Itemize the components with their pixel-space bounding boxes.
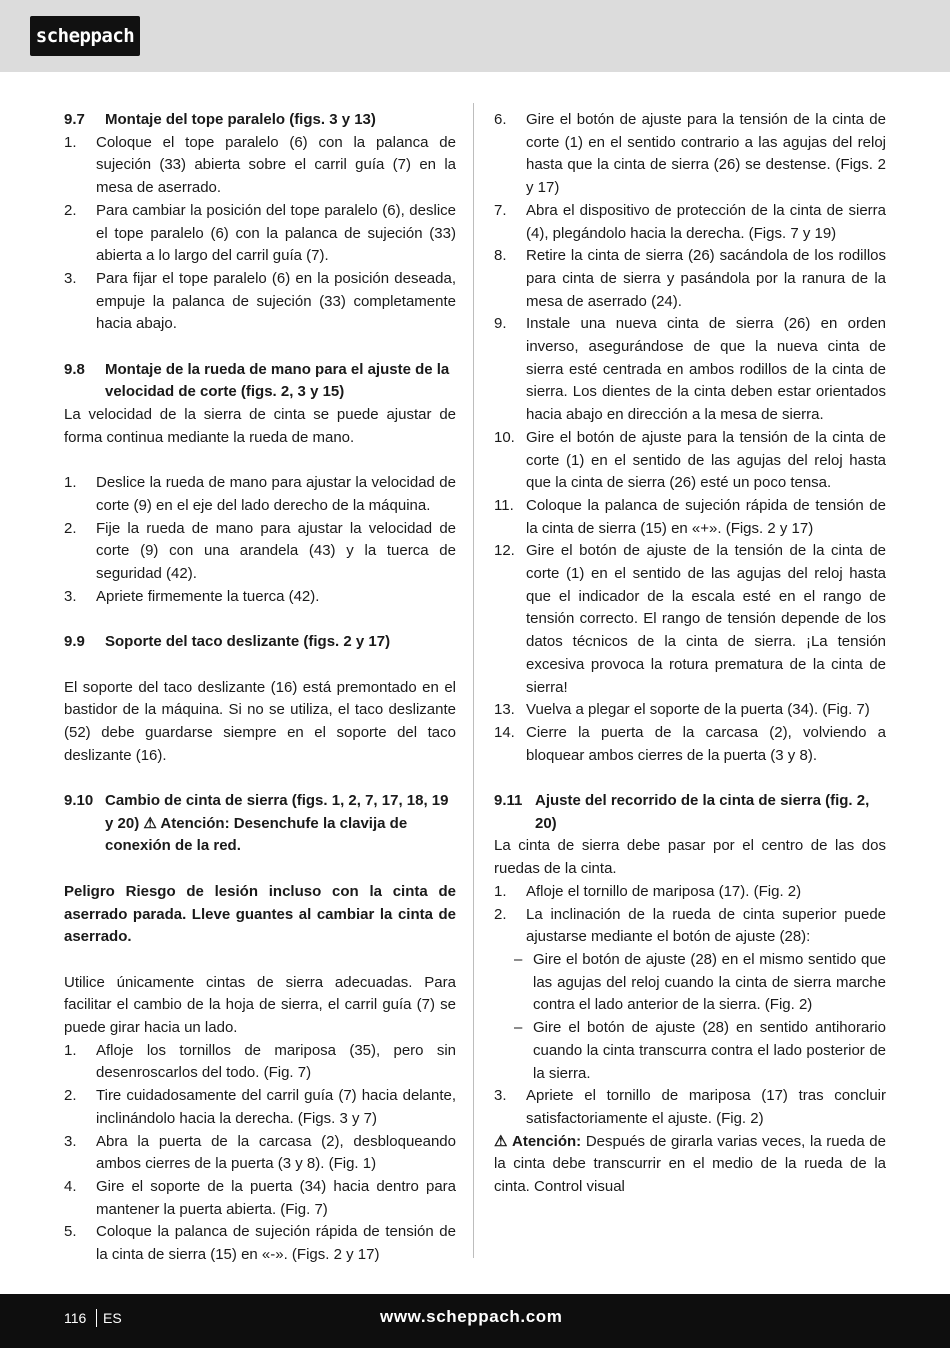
spacer [64,336,456,359]
list-item [64,132,456,200]
section-number: 9.8 [64,360,85,378]
list-item [64,586,456,609]
footer-bar [0,1294,950,1348]
list-number: 1. [64,1041,77,1059]
list-text: Gire el botón de ajuste de la tensión de la cinta de corte (1) en el sentido de las agujas del reloj hasta que el indicador de la escala esté en el rango de tensión correcto. El rango de tensión depende de los datos técnicos de la cinta de sierra. ¡La tensión excesiva provoca la rotura prematura de la cinta de sierra! [526,542,886,696]
spacer [64,949,456,972]
spacer [64,767,456,790]
list-item [494,495,886,540]
section-heading-9-10 [64,790,456,858]
list-number: 8. [494,247,507,265]
spacer [64,858,456,881]
list-text: Cierre la puerta de la carcasa (2), volviendo a bloquear ambos cierres de la puerta (3 y 8). [526,723,886,764]
page-number: 116 [64,1310,87,1326]
list-number: 3. [64,1132,77,1150]
list-item [494,427,886,495]
list-item [494,540,886,699]
list-number: 1. [494,882,507,900]
list-number: 2. [494,905,507,923]
list-number: 9. [494,315,507,333]
list-item [64,1040,456,1085]
list-number: 7. [494,201,507,219]
spacer [64,654,456,677]
list-text: Apriete el tornillo de mariposa (17) tras concluir satisfactoriamente el ajuste. (Fig. 2) [526,1087,886,1127]
list-text: Gire el botón de ajuste (28) en sentido antihorario cuando la cinta transcurra contra el lado posterior de la sierra. [533,1019,886,1082]
attention-text: Después de girarla varias veces, la rueda de la cinta debe transcurrir en el medio de la rueda de la cinta. Control visual [494,1132,886,1196]
list-item [64,518,456,586]
paragraph: La cinta de sierra debe pasar por el centro de las dos ruedas de la cinta. [494,837,886,878]
paragraph: La velocidad de la sierra de cinta se puede ajustar de forma continua mediante la rueda de mano. [64,406,456,446]
list-number: 11. [494,496,514,514]
list-text: Gire el botón de ajuste para la tensión de la cinta de corte (1) en el sentido contrario a las agujas del reloj hasta que la cinta de sierra (26) se destense. (Figs. 2 y 17) [526,111,886,197]
spacer [494,767,886,790]
list-number: 13. [494,701,515,719]
dash-bullet: – [514,1019,523,1037]
dash-bullet: – [514,951,523,968]
list-number: 12. [494,542,515,560]
right-column [494,109,886,1199]
section-title: Ajuste del recorrido de la cinta de sierra (fig. 2, 20) [535,792,870,832]
list-item [494,1085,886,1130]
list-item [494,200,886,245]
section-number: 9.7 [64,111,85,128]
paragraph: Utilice únicamente cintas de sierra adecuadas. Para facilitar el cambio de la hoja de sierra, el carril guía (7) se puede girar hacia un lado. [64,973,456,1037]
list-text: Vuelva a plegar el soporte de la puerta (34). (Fig. 7) [526,701,870,719]
list-item [64,1085,456,1130]
danger-warning: Peligro Riesgo de lesión incluso con la cinta de aserrado parada. Lleve guantes al cambiar la cinta de aserrado. [64,882,456,946]
section-heading-9-8 [64,359,456,404]
list-item [494,904,886,949]
list-item [64,1176,456,1221]
list-number: 2. [64,519,77,537]
section-title: Soporte del taco deslizante (figs. 2 y 17) [105,633,391,651]
list-text: Afloje el tornillo de mariposa (17). (Fig. 2) [526,882,802,900]
section-title: Cambio de cinta de sierra (figs. 1, 2, 7, 17, 18, 19 y 20) ⚠ Atención: Desenchufe la clavija de conexión de la red. [105,792,449,855]
list-text: Gire el botón de ajuste (28) en el mismo sentido que las agujas del reloj cuando la cinta de sierra marche contra el lado anterior de la sierra. (Fig. 2) [533,951,886,1014]
sub-list-item [494,1017,886,1085]
column-divider [473,103,474,1258]
section-heading-9-7 [64,109,456,132]
spacer [64,450,456,473]
list-text: Retire la cinta de sierra (26) sacándola de los rodillos para cinta de sierra y pasándola por la ranura de la mesa de aserrado (24). [526,247,886,310]
list-text: Para fijar el tope paralelo (6) en la posición deseada, empuje la palanca de sujeción (33) completamente hacia abajo. [96,269,456,333]
list-item [494,722,886,767]
section-title: Montaje de la rueda de mano para el ajuste de la velocidad de corte (figs. 2, 3 y 15) [105,360,450,401]
section-heading-9-11 [494,790,886,835]
list-text: Coloque la palanca de sujeción rápida de tensión de la cinta de sierra (15) en «-». (Figs. 2 y 17) [96,1223,456,1264]
attention-note [494,1131,886,1199]
list-item [64,1221,456,1266]
warning-label: ⚠ Atención: [494,1132,582,1150]
list-item [494,313,886,427]
spacer [64,608,456,631]
list-number: 3. [64,587,77,605]
list-text: Apriete firmemente la tuerca (42). [96,587,320,605]
left-column [64,109,456,1267]
list-text: Abra el dispositivo de protección de la cinta de sierra (4), plegándolo hacia la derecha. (Figs. 7 y 19) [526,201,886,242]
list-number: 3. [64,269,77,287]
website-link[interactable]: www.scheppach.com [380,1307,563,1326]
list-text: Tire cuidadosamente del carril guía (7) hacia delante, inclinándolo hacia la derecha. (Figs. 3 y 7) [96,1087,456,1127]
list-number: 6. [494,111,507,128]
list-number: 1. [64,133,77,151]
list-text: Deslice la rueda de mano para ajustar la velocidad de corte (9) en el eje del lado derecho de la máquina. [96,474,456,514]
list-text: Instale una nueva cinta de sierra (26) en orden inverso, asegurándose de que la nueva cinta de sierra esté centrada en ambos rodillos de la cinta de sierra. Los dientes de la cinta deben estar orientados hacia abajo en dirección a la mesa de sierra. [526,315,886,424]
section-heading-9-9 [64,631,456,654]
list-text: Gire el botón de ajuste para la tensión de la cinta de corte (1) en el sentido de las agujas del reloj hasta que la cinta de sierra (26) esté un poco tensa. [526,428,886,492]
list-item [64,200,456,268]
list-number: 10. [494,428,515,446]
list-item [494,881,886,904]
list-item [64,268,456,336]
list-text: Afloje los tornillos de mariposa (35), pero sin desenroscarlos del todo. (Fig. 7) [96,1041,456,1082]
list-number: 3. [494,1087,507,1105]
list-text: Fije la rueda de mano para ajustar la velocidad de corte (9) con una arandela (43) y la tuerca de seguridad (42). [96,519,456,583]
list-item [64,1131,456,1176]
list-number: 4. [64,1177,77,1195]
list-item [494,245,886,313]
header-bar [0,0,950,72]
scheppach-logo: scheppach [30,16,140,56]
list-item [64,472,456,517]
list-number: 1. [64,474,77,492]
list-text: La inclinación de la rueda de cinta superior puede ajustarse mediante el botón de ajuste (28): [526,905,886,946]
section-number: 9.11 [494,792,523,810]
language-code: ES [103,1310,122,1326]
list-number: 5. [64,1223,77,1241]
list-number: 2. [64,1087,77,1105]
section-number: 9.9 [64,633,85,651]
list-text: Gire el soporte de la puerta (34) hacia dentro para mantener la puerta abierta. (Fig. 7) [96,1177,456,1218]
list-text: Para cambiar la posición del tope paralelo (6), deslice el tope paralelo (6) con la palanca de sujeción (33) abierta a lo largo del carril guía (7). [96,201,456,265]
sub-list-item [494,949,886,1017]
list-number: 14. [494,723,515,741]
list-text: Coloque la palanca de sujeción rápida de tensión de la cinta de sierra (15) en «+». (Figs. 2 y 17) [526,496,886,537]
section-title: Montaje del tope paralelo (figs. 3 y 13) [105,111,376,128]
section-number: 9.10 [64,792,94,810]
paragraph: El soporte del taco deslizante (16) está premontado en el bastidor de la máquina. Si no se utiliza, el taco deslizante (52) debe guardarse siempre en el soporte del taco deslizante (16). [64,678,456,764]
list-text: Coloque el tope paralelo (6) con la palanca de sujeción (33) abierta sobre el carril guía (7) en la mesa de aserrado. [96,133,456,197]
list-item [494,699,886,722]
list-text: Abra la puerta de la carcasa (2), desbloqueando ambos cierres de la puerta (3 y 8). (Fig. 1) [96,1132,456,1173]
list-item [494,109,886,200]
footer-separator [96,1309,97,1327]
list-number: 2. [64,201,77,219]
